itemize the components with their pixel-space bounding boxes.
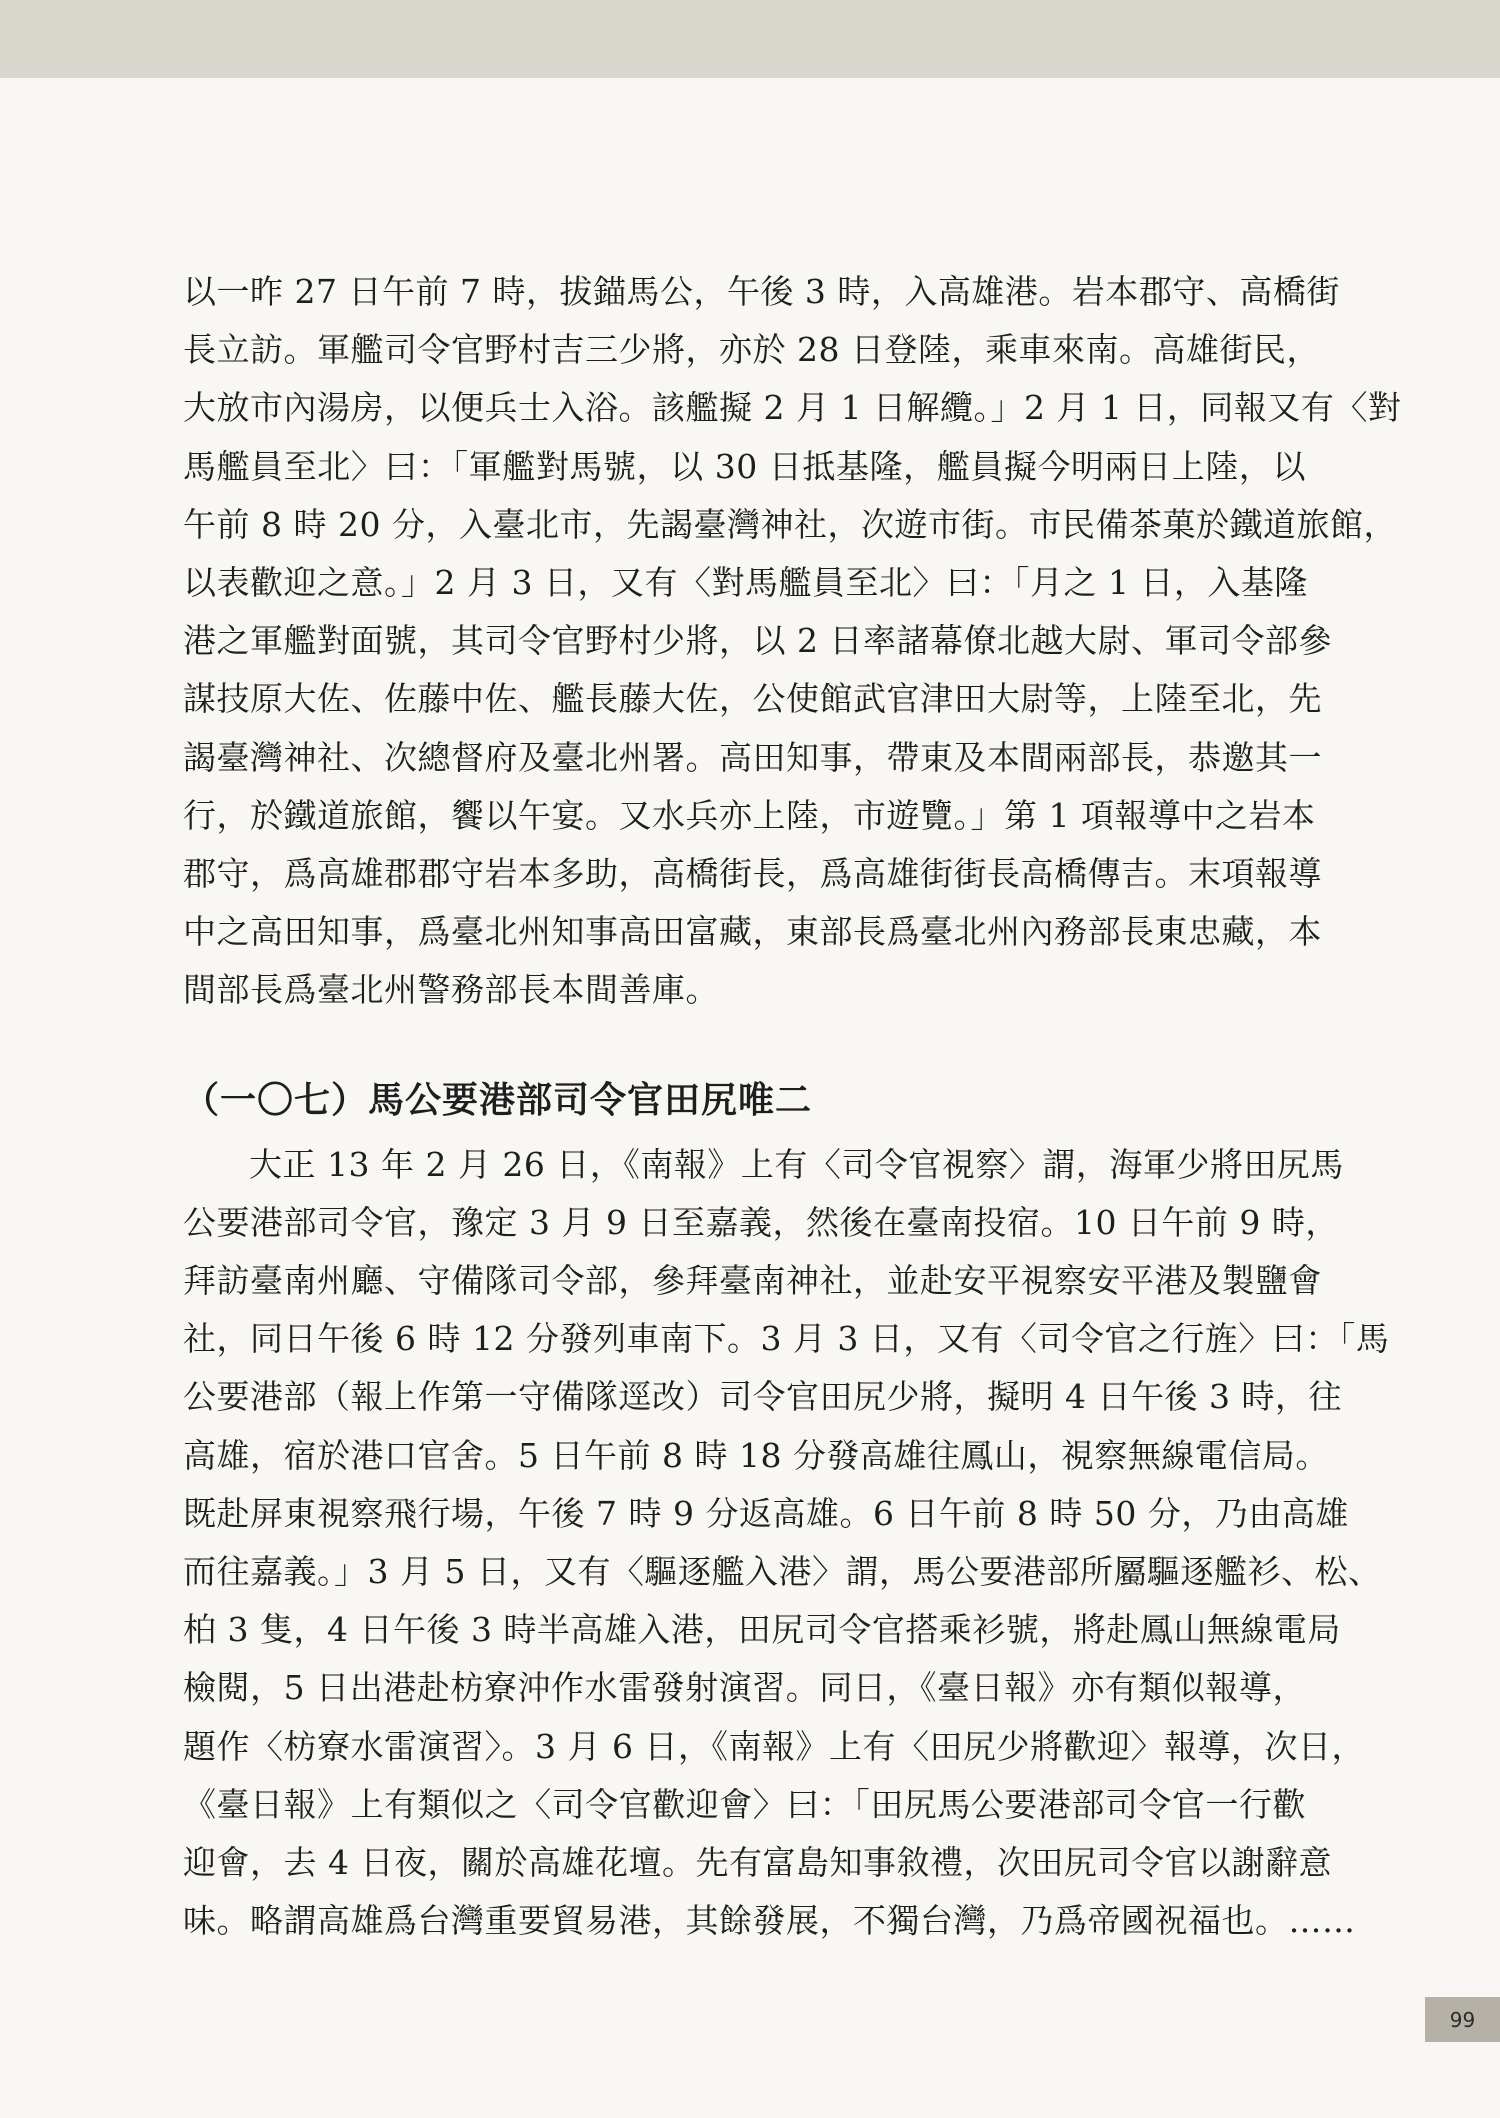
- text-line: 公要港部司令官，豫定 3 月 9 日至嘉義，然後在臺南投宿。10 日午前 9 時，: [183, 1202, 1339, 1242]
- text-line: 以一昨 27 日午前 7 時，拔錨馬公，午後 3 時，入高雄港。岩本郡守、高橋街: [183, 272, 1340, 311]
- text-line: 郡守，爲高雄郡郡守岩本多助，高橋街長，爲高雄街街長高橋傳吉。末項報導: [183, 854, 1322, 894]
- text-line: 午前 8 時 20 分，入臺北市，先謁臺灣神社，次遊市街。市民備茶菓於鐵道旅館，: [183, 504, 1397, 544]
- text-line: 而往嘉義。」3 月 5 日，又有〈驅逐艦入港〉謂，馬公要港部所屬驅逐艦衫、松、: [183, 1552, 1382, 1592]
- text-line: 柏 3 隻，4 日午後 3 時半高雄入港，田尻司令官搭乘衫號，將赴鳳山無線電局: [183, 1610, 1341, 1650]
- text-line: 間部長爲臺北州警務部長本間善庫。: [183, 970, 719, 1010]
- text-line: 題作〈枋寮水雷演習〉。3 月 6 日，《南報》上有〈田尻少將歡迎〉報導，次日，: [183, 1726, 1365, 1766]
- text-line: 檢閱，5 日出港赴枋寮沖作水雷發射演習。同日，《臺日報》亦有類似報導，: [183, 1668, 1306, 1708]
- text-line: 味。略謂高雄爲台灣重要貿易港，其餘發展，不獨台灣，乃爲帝國祝福也。……: [183, 1901, 1356, 1941]
- text-line: 迎會，去 4 日夜，關於高雄花壇。先有富島知事敘禮，次田尻司令官以謝辭意: [183, 1843, 1332, 1883]
- page-content: [183, 263, 1402, 1950]
- text-line: 中之高田知事，爲臺北州知事高田富藏，東部長爲臺北州內務部長東忠藏，本: [183, 912, 1322, 952]
- text-line: 謁臺灣神社、次總督府及臺北州署。高田知事，帶東及本間兩部長，恭邀其一: [183, 737, 1322, 777]
- text-line: 謀技原大佐、佐藤中佐、艦長藤大佐，公使館武官津田大尉等，上陸至北，先: [183, 679, 1322, 719]
- paragraph-section-107: [183, 1136, 1390, 1951]
- top-margin-band: [0, 0, 1500, 78]
- text-line: 《臺日報》上有類似之〈司令官歡迎會〉曰：「田尻馬公要港部司令官一行歡: [183, 1784, 1306, 1824]
- text-line: 行，於鐵道旅館，饗以午宴。又水兵亦上陸，市遊覽。」第 1 項報導中之岩本: [183, 795, 1316, 835]
- text-line: 以表歡迎之意。」2 月 3 日，又有〈對馬艦員至北〉曰：「月之 1 日，入基隆: [183, 563, 1308, 603]
- text-line: 社，同日午後 6 時 12 分發列車南下。3 月 3 日，又有〈司令官之行旌〉曰：「馬: [183, 1319, 1390, 1359]
- section-heading: （一〇七）馬公要港部司令官田尻唯二: [183, 1079, 813, 1121]
- text-line: 馬艦員至北〉曰：「軍艦對馬號，以 30 日抵基隆，艦員擬今明兩日上陸，以: [183, 446, 1306, 486]
- text-line: 大放市內湯房，以便兵士入浴。該艦擬 2 月 1 日解纜。」2 月 1 日，同報又有〈對: [183, 388, 1402, 428]
- text-line: 港之軍艦對面號，其司令官野村少將，以 2 日率諸幕僚北越大尉、軍司令部參: [183, 621, 1332, 661]
- text-line: 大正 13 年 2 月 26 日，《南報》上有〈司令官視察〉謂，海軍少將田尻馬: [249, 1144, 1344, 1184]
- page-number: 99: [1425, 1997, 1500, 2042]
- paragraph-continued: [183, 263, 1402, 1020]
- text-line: 公要港部（報上作第一守備隊逕改）司令官田尻少將，擬明 4 日午後 3 時，往: [183, 1377, 1342, 1417]
- text-line: 拜訪臺南州廳、守備隊司令部，參拜臺南神社，並赴安平視察安平港及製鹽會: [183, 1261, 1322, 1301]
- text-line: 既赴屏東視察飛行場，午後 7 時 9 分返高雄。6 日午前 8 時 50 分，乃由高雄: [183, 1493, 1349, 1533]
- text-line: 長立訪。軍艦司令官野村吉三少將，亦於 28 日登陸，乘車來南。高雄街民，: [183, 330, 1320, 370]
- text-line: 高雄，宿於港口官舍。5 日午前 8 時 18 分發高雄往鳳山，視察無線電信局。: [183, 1435, 1329, 1475]
